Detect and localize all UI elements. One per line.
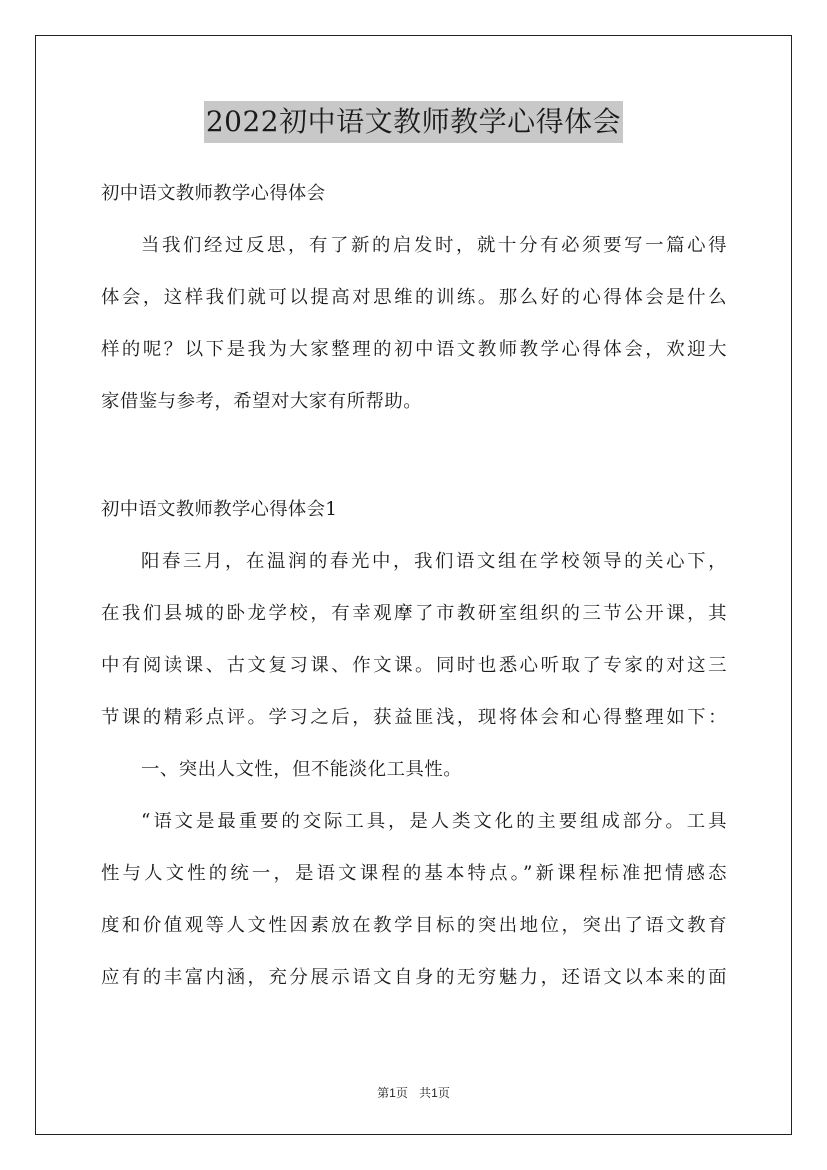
page-footer xyxy=(0,1084,827,1101)
paragraph-line: 应有的丰富内涵，充分展示语文自身的无穷魅力，还语文以本来的面 xyxy=(101,967,727,988)
document-title: 2022初中语文教师教学心得体会 xyxy=(204,101,623,143)
paragraph-line: 阳春三月，在温润的春光中，我们语文组在学校领导的关心下， xyxy=(141,551,727,572)
paragraph-line: 度和价值观等人文性因素放在教学目标的突出地位，突出了语文教育 xyxy=(101,915,727,936)
section-heading: 初中语文教师教学心得体会1 xyxy=(101,499,338,520)
title-container xyxy=(0,101,827,143)
paragraph-line: 在我们县城的卧龙学校，有幸观摩了市教研室组织的三节公开课，其 xyxy=(101,603,727,624)
paragraph-line: 样的呢？以下是我为大家整理的初中语文教师教学心得体会，欢迎大 xyxy=(101,339,727,360)
document-subtitle: 初中语文教师教学心得体会 xyxy=(101,183,326,204)
page-number: 第1页 xyxy=(377,1086,408,1100)
point-heading: 一、突出人文性，但不能淡化工具性。 xyxy=(141,759,463,780)
paragraph-line: 体会，这样我们就可以提高对思维的训练。那么好的心得体会是什么 xyxy=(101,287,727,308)
paragraph-line: 当我们经过反思，有了新的启发时，就十分有必须要写一篇心得 xyxy=(141,235,727,256)
document-body xyxy=(101,172,727,1008)
paragraph-line: “语文是最重要的交际工具，是人类文化的主要组成部分。工具 xyxy=(141,811,727,832)
spacer xyxy=(101,432,727,488)
paragraph-line: 中有阅读课、古文复习课、作文课。同时也悉心听取了专家的对这三 xyxy=(101,655,727,676)
paragraph-line: 节课的精彩点评。学习之后，获益匪浅，现将体会和心得整理如下： xyxy=(101,707,727,728)
paragraph-line: 性与人文性的统一，是语文课程的基本特点。”新课程标准把情感态 xyxy=(101,863,727,884)
paragraph-line: 家借鉴与参考，希望对大家有所帮助。 xyxy=(101,391,423,412)
page-total: 共1页 xyxy=(419,1086,450,1100)
